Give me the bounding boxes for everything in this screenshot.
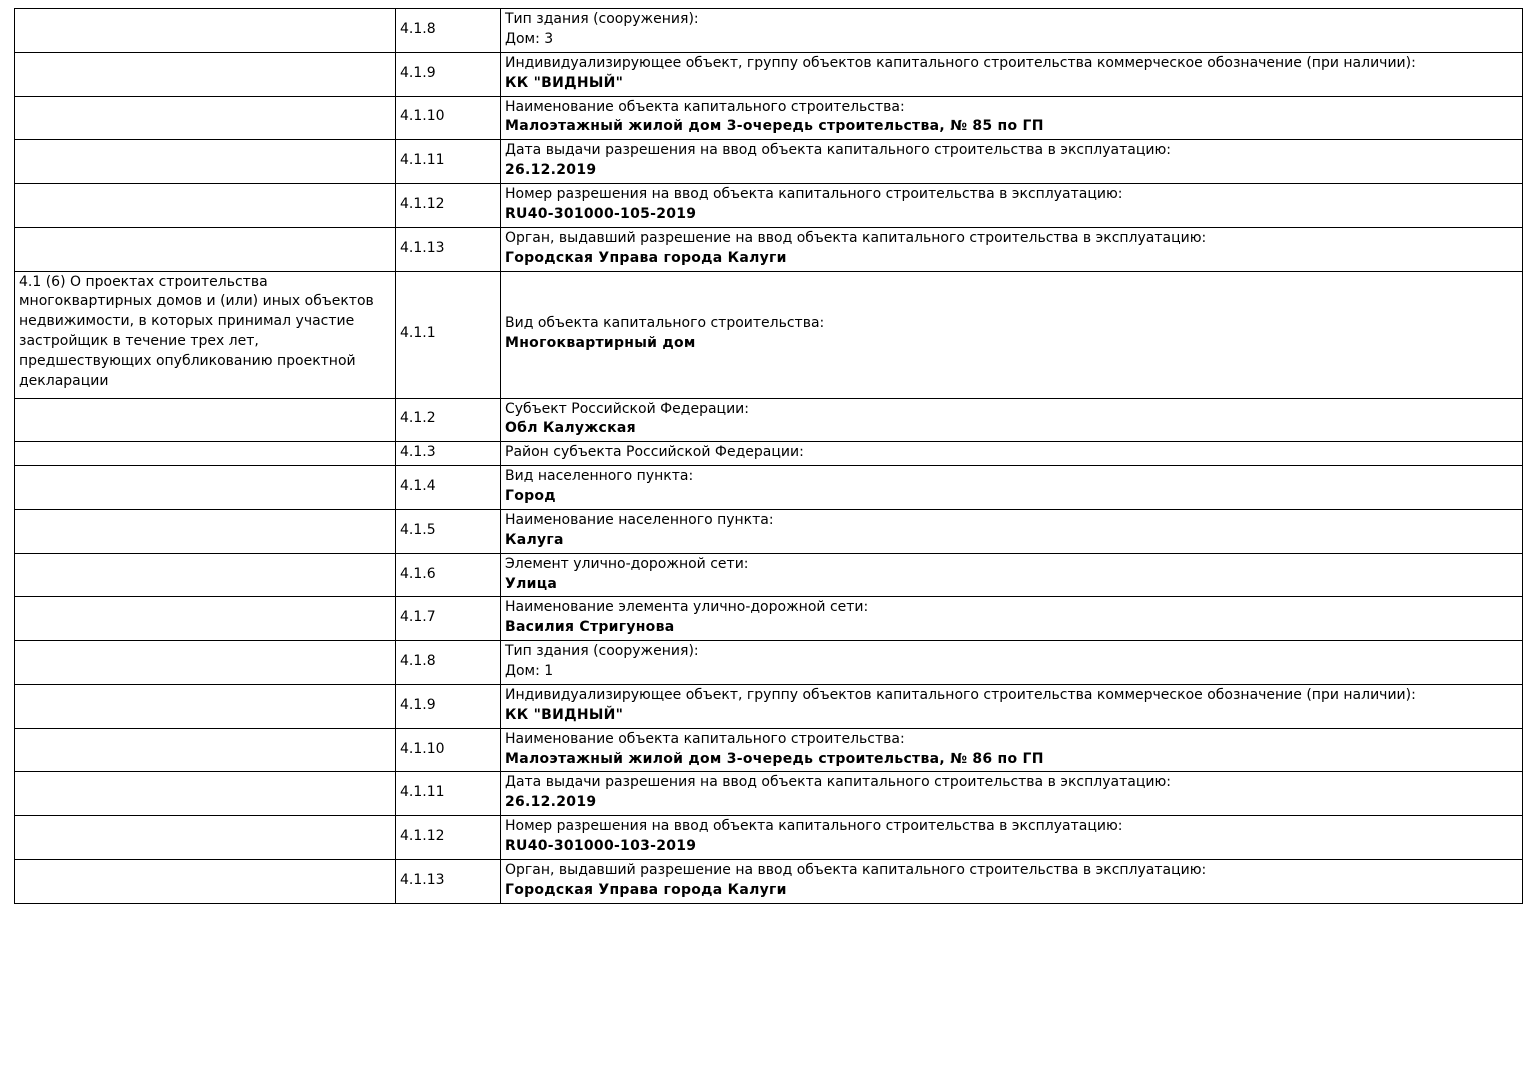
row-code-cell: 4.1.4 bbox=[396, 466, 501, 510]
field-label: Субъект Российской Федерации: bbox=[505, 400, 749, 417]
field-value: Калуга bbox=[505, 531, 564, 548]
row-content-cell bbox=[501, 509, 1523, 553]
row-content-cell bbox=[501, 184, 1523, 228]
table-row bbox=[15, 140, 1523, 184]
table-row bbox=[15, 728, 1523, 772]
field-value: Городская Управа города Калуги bbox=[505, 881, 787, 898]
field-label: Номер разрешения на ввод объекта капитального строительства в эксплуатацию: bbox=[505, 186, 1123, 202]
section-title-cell bbox=[15, 398, 396, 442]
section-title-cell bbox=[15, 52, 396, 96]
field-value: Василия Стригунова bbox=[505, 619, 675, 636]
table-row bbox=[15, 816, 1523, 860]
field-value: Малоэтажный жилой дом 3-очередь строительства, № 86 по ГП bbox=[505, 750, 1044, 767]
section-title-cell bbox=[15, 859, 396, 903]
row-content-cell bbox=[501, 271, 1523, 398]
field-label: Элемент улично-дорожной сети: bbox=[505, 555, 749, 572]
section-title-cell bbox=[15, 140, 396, 184]
section-title-cell bbox=[15, 442, 396, 466]
row-code-cell: 4.1.12 bbox=[396, 184, 501, 228]
row-code-cell: 4.1.11 bbox=[396, 140, 501, 184]
field-label: Дата выдачи разрешения на ввод объекта капитального строительства в эксплуатацию: bbox=[505, 774, 1171, 791]
row-content-cell bbox=[501, 227, 1523, 271]
row-content-cell bbox=[501, 96, 1523, 140]
row-content-cell bbox=[501, 684, 1523, 728]
table-row bbox=[15, 509, 1523, 553]
field-label: Номер разрешения на ввод объекта капитального строительства в эксплуатацию: bbox=[505, 818, 1123, 835]
field-value: Город bbox=[505, 488, 556, 504]
field-value: 26.12.2019 bbox=[505, 794, 597, 811]
field-label: Дата выдачи разрешения на ввод объекта капитального строительства в эксплуатацию: bbox=[505, 142, 1171, 159]
table-row bbox=[15, 553, 1523, 597]
section-title-cell bbox=[15, 227, 396, 271]
row-content-cell bbox=[501, 442, 1523, 466]
field-value: Городская Управа города Калуги bbox=[505, 249, 787, 266]
field-value: Улица bbox=[505, 575, 558, 592]
section-title-cell bbox=[15, 728, 396, 772]
field-label: Наименование элемента улично-дорожной сети: bbox=[505, 599, 869, 616]
row-code-cell: 4.1.9 bbox=[396, 52, 501, 96]
row-code-cell: 4.1.13 bbox=[396, 227, 501, 271]
row-code-cell: 4.1.3 bbox=[396, 442, 501, 466]
table-row bbox=[15, 96, 1523, 140]
section-title-cell bbox=[15, 772, 396, 816]
field-value: 26.12.2019 bbox=[505, 162, 597, 179]
row-code-cell: 4.1.8 bbox=[396, 9, 501, 53]
field-value: Дом: 1 bbox=[505, 663, 554, 679]
field-label: Орган, выдавший разрешение на ввод объекта капитального строительства в эксплуатацию: bbox=[505, 861, 1207, 878]
row-content-cell bbox=[501, 466, 1523, 510]
row-content-cell bbox=[501, 816, 1523, 860]
row-content-cell bbox=[501, 597, 1523, 641]
table-row bbox=[15, 684, 1523, 728]
section-title-cell bbox=[15, 553, 396, 597]
row-code-cell: 4.1.13 bbox=[396, 859, 501, 903]
row-code-cell: 4.1.7 bbox=[396, 597, 501, 641]
table-row bbox=[15, 398, 1523, 442]
declaration-table-body bbox=[15, 9, 1523, 904]
row-content-cell bbox=[501, 553, 1523, 597]
field-label: Вид населенного пункта: bbox=[505, 468, 694, 485]
section-title-cell bbox=[15, 816, 396, 860]
section-title-cell bbox=[15, 184, 396, 228]
row-code-cell: 4.1.2 bbox=[396, 398, 501, 442]
table-row bbox=[15, 9, 1523, 53]
table-row bbox=[15, 597, 1523, 641]
table-row bbox=[15, 466, 1523, 510]
field-label: Индивидуализирующее объект, группу объектов капитального строительства коммерческое обозначение (при наличии): bbox=[505, 54, 1416, 71]
table-row bbox=[15, 227, 1523, 271]
row-code-cell: 4.1.11 bbox=[396, 772, 501, 816]
section-title-cell bbox=[15, 466, 396, 510]
field-value: Малоэтажный жилой дом 3-очередь строительства, № 85 по ГП bbox=[505, 118, 1044, 135]
table-row bbox=[15, 442, 1523, 466]
table-row bbox=[15, 859, 1523, 903]
field-label: Орган, выдавший разрешение на ввод объекта капитального строительства в эксплуатацию: bbox=[505, 229, 1207, 246]
row-content-cell bbox=[501, 728, 1523, 772]
row-code-cell: 4.1.10 bbox=[396, 96, 501, 140]
section-title-cell bbox=[15, 597, 396, 641]
section-title-cell bbox=[15, 9, 396, 53]
table-row bbox=[15, 52, 1523, 96]
row-content-cell bbox=[501, 859, 1523, 903]
field-label: Тип здания (сооружения): bbox=[505, 11, 699, 27]
field-value: Дом: 3 bbox=[505, 30, 554, 47]
table-row bbox=[15, 772, 1523, 816]
table-row bbox=[15, 641, 1523, 685]
field-value: Многоквартирный дом bbox=[505, 335, 696, 351]
field-label: Наименование объекта капитального строительства: bbox=[505, 98, 905, 115]
table-row bbox=[15, 271, 1523, 398]
row-content-cell bbox=[501, 772, 1523, 816]
row-content-cell bbox=[501, 398, 1523, 442]
declaration-table bbox=[14, 8, 1523, 904]
section-title-cell bbox=[15, 509, 396, 553]
row-content-cell bbox=[501, 9, 1523, 53]
row-code-cell: 4.1.12 bbox=[396, 816, 501, 860]
row-code-cell: 4.1.8 bbox=[396, 641, 501, 685]
row-code-cell: 4.1.5 bbox=[396, 509, 501, 553]
row-code-cell: 4.1.6 bbox=[396, 553, 501, 597]
row-content-cell bbox=[501, 52, 1523, 96]
row-content-cell bbox=[501, 641, 1523, 685]
field-label: Вид объекта капитального строительства: bbox=[505, 315, 825, 332]
field-label: Наименование населенного пункта: bbox=[505, 511, 774, 528]
field-label: Район субъекта Российской Федерации: bbox=[505, 444, 804, 461]
section-title-cell: 4.1 (6) О проектах строительства многоквартирных домов и (или) иных объектов недвижимости, в которых принимал участие застройщик в течение трех лет, предшествующих опубликованию проектной декларации bbox=[15, 271, 396, 398]
field-value: Обл Калужская bbox=[505, 420, 636, 437]
section-title-cell bbox=[15, 96, 396, 140]
field-value: КК "ВИДНЫЙ" bbox=[505, 706, 624, 723]
field-value: RU40-301000-105-2019 bbox=[505, 205, 697, 222]
field-value: КК "ВИДНЫЙ" bbox=[505, 74, 624, 91]
field-label: Тип здания (сооружения): bbox=[505, 643, 699, 660]
table-row bbox=[15, 184, 1523, 228]
row-content-cell bbox=[501, 140, 1523, 184]
row-code-cell: 4.1.9 bbox=[396, 684, 501, 728]
row-code-cell: 4.1.1 bbox=[396, 271, 501, 398]
section-title-cell bbox=[15, 641, 396, 685]
field-value: RU40-301000-103-2019 bbox=[505, 838, 697, 854]
row-code-cell: 4.1.10 bbox=[396, 728, 501, 772]
field-label: Наименование объекта капитального строительства: bbox=[505, 730, 905, 747]
field-label: Индивидуализирующее объект, группу объектов капитального строительства коммерческое обозначение (при наличии): bbox=[505, 686, 1416, 703]
section-title-cell bbox=[15, 684, 396, 728]
